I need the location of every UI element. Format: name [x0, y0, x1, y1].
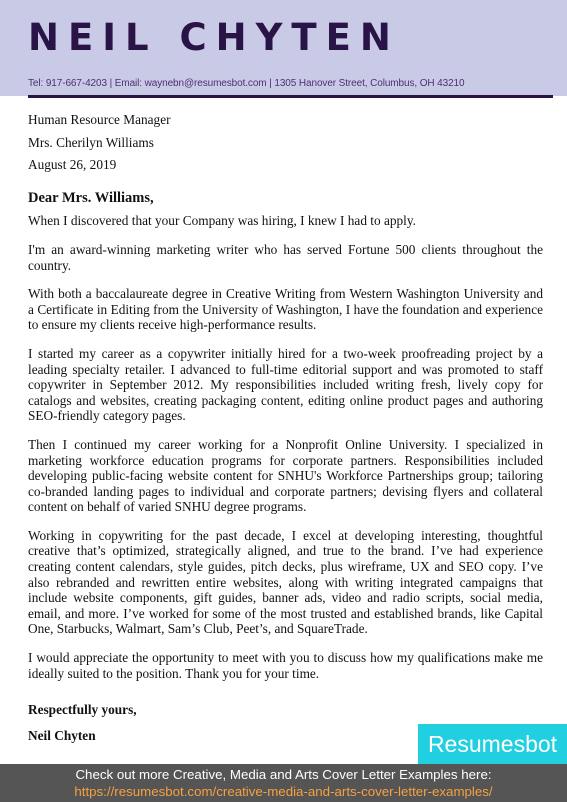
- letter-date: August 26, 2019: [28, 157, 117, 173]
- paragraph: Then I continued my career working for a Nonprofit Online University. I specialized in marketing workforce education programs for corporate partners. Responsibilities included developing public-facing website content for SNHU's Workforce Partnerships group; tailoring co-branded landing pages to individual and corporate partners; devising flyers and collateral content on behalf of varied SNHU degree programs.: [28, 436, 543, 515]
- contact-info: Tel: 917-667-4203 | Email: waynebn@resumesbot.com | 1305 Hanover Street, Columbus, OH 43210: [28, 78, 465, 89]
- footer-text: Check out more Creative, Media and Arts Cover Letter Examples here:: [75, 767, 492, 782]
- paragraph: I would appreciate the opportunity to meet with you to discuss how my qualifications make me ideally suited to the position. Thank you for your time.: [28, 650, 543, 681]
- paragraph: I'm an award-winning marketing writer who has served Fortune 500 clients throughout the country.: [28, 241, 543, 273]
- paragraph: Working in copywriting for the past decade, I excel at developing interesting, thoughtful creative that’s optimized, strategically aligned, and true to the brand. I’ve had experience creating content calendars, style guides, pitch decks, plus wireframe, UX and SEO copy. I’ve also rebranded and rewritten entire websites, along with writing integrated campaigns that include website components, gift guides, banner ads, video and radio scripts, social media, email, and more. I’ve worked for some of the most trusted and established brands, like Capital One, Starbucks, Walmart, Sam’s Club, Peet’s, and SquareTrade.: [28, 527, 543, 637]
- brand-badge[interactable]: Resumesbot: [418, 724, 567, 764]
- recipient-title: Human Resource Manager: [28, 112, 171, 127]
- signature: Neil Chyten: [28, 727, 96, 743]
- footer-link[interactable]: https://resumesbot.com/creative-media-and-arts-cover-letter-examples/: [74, 784, 493, 799]
- recipient-name: Mrs. Cherilyn Williams: [28, 134, 154, 150]
- paragraph: I started my career as a copywriter initially hired for a two-week proofreading project by a leading specialty retailer. I advanced to full-time editorial support and was promoted to staff copywriter in September 2012. My responsibilities included writing fresh, lively copy for catalogs and websites, creating packaging content, editing online product pages and authoring SEO-friendly category pages.: [28, 345, 543, 424]
- header-band: [0, 0, 567, 96]
- letter-body: [28, 112, 543, 743]
- footer-bar: [0, 764, 567, 802]
- paragraph: When I discovered that your Company was hiring, I knew I had to apply.: [28, 213, 416, 229]
- header-divider: [28, 95, 553, 98]
- salutation: Dear Mrs. Williams,: [28, 189, 154, 206]
- closing: Respectfully yours,: [28, 702, 137, 718]
- paragraph: With both a baccalaureate degree in Creative Writing from Western Washington University and a Certificate in Editing from the University of Washington, I have the foundation and experience to ensure my clients receive high-performance results.: [28, 286, 543, 333]
- recipient-block: [28, 112, 543, 173]
- applicant-name: NEIL CHYTEN: [28, 16, 400, 59]
